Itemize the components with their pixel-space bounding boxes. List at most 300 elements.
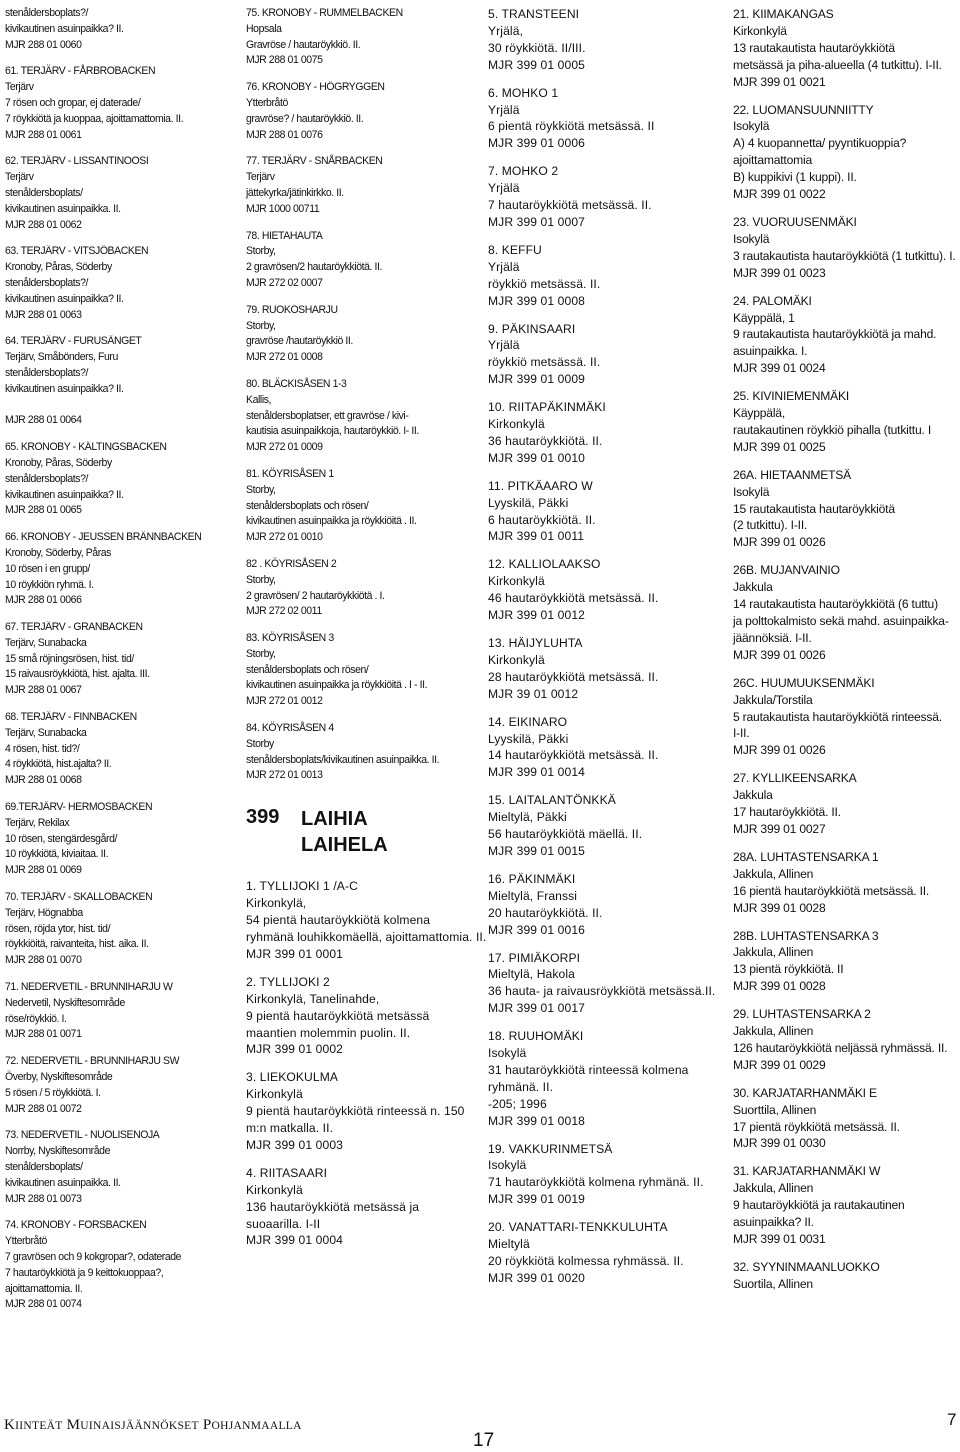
entry [246, 557, 458, 620]
entry-line: MJR 399 01 0023 [733, 265, 826, 280]
entry-line: MJR 399 01 0026 [733, 647, 826, 662]
entry-line: Terjärv [5, 81, 34, 94]
entry-heading: 16. PÄKINMÄKI [488, 871, 576, 886]
entry-line: MJR 399 01 0018 [488, 1113, 585, 1128]
entry-line: kivikautinen asuinpaikka ja röykkiöitä . II. [246, 515, 417, 528]
entry [488, 163, 713, 231]
entry-heading: 15. LAITALANTÖNKKÄ [488, 793, 616, 808]
entry-line: ja polttokalmisto sekä mahd. asuinpaikka- [733, 614, 949, 628]
entry-heading: 61. TERJÄRV - FÅRBROBACKEN [5, 65, 156, 78]
entry-line: MJR 288 01 0076 [246, 128, 323, 141]
page-number-right: 7 [947, 1410, 957, 1429]
entry-line: Kirkonkylä [246, 1182, 303, 1197]
entry-line: MJR 288 01 0069 [5, 864, 82, 877]
entry-line: 4 rösen, hist. tid?/ [5, 742, 80, 755]
entry-line: MJR 288 01 0062 [5, 218, 82, 231]
entry-line: kivikautinen asuinpaikka? II. [5, 488, 124, 501]
entry-line: MJR 288 01 0065 [5, 504, 82, 517]
entry-line: MJR 399 01 0009 [488, 372, 585, 387]
entry-line: MJR 399 01 0003 [246, 1137, 343, 1152]
entry-line: Jakkula, Allinen [733, 1181, 814, 1196]
entry [488, 1219, 713, 1287]
entry-line: stenåldersboplats/ [5, 1161, 83, 1173]
entry-line: MJR 399 01 0011 [488, 529, 585, 544]
entry-heading: 69.TERJÄRV- HERMOSBACKEN [5, 801, 153, 814]
entry [5, 440, 212, 519]
entry-line: 20 hautaröykkiötä. II. [488, 905, 603, 920]
entry [5, 1218, 212, 1313]
column-2-entries-b [246, 878, 487, 1249]
entry-heading: 4. RIITASAARI [246, 1165, 328, 1180]
entry-line: Suortila, Allinen [733, 1276, 813, 1291]
entry-line: 71 hautaröykkiötä kolmena ryhmänä. II. [488, 1175, 704, 1190]
entry-heading: 62. TERJÄRV - LISSANTINOOSI [5, 155, 149, 168]
entry-line: 2 gravrösen/2 hautaröykkiötä. II. [246, 261, 383, 274]
entry-line: 9 hautaröykkiötä ja rautakautinen [733, 1198, 905, 1213]
entry-line: MJR 288 01 0074 [5, 1298, 82, 1311]
entry-line: MJR 288 01 0067 [5, 684, 82, 697]
entry [5, 980, 212, 1043]
column-3 [488, 6, 716, 1298]
entry-line: Gravröse / hautaröykkiö. II. [246, 38, 361, 51]
entry-line: 28 hautaröykkiötä metsässä. II. [488, 669, 659, 684]
entry-line: stenåldersboplats/ [5, 186, 83, 199]
entry [488, 556, 713, 624]
entry-line: 46 hautaröykkiötä metsässä. II. [488, 591, 659, 606]
entry [488, 242, 713, 310]
entry-line: Ytterbråtö [246, 96, 288, 109]
entry-line: MJR 288 01 0071 [5, 1028, 82, 1041]
entry-line: Storby, [246, 573, 276, 586]
entry [488, 478, 713, 546]
entry-heading: 68. TERJÄRV - FINNBACKEN [5, 711, 137, 724]
entry-line: kivikautinen asuinpaikka. II. [5, 1176, 121, 1189]
entry-line: Mieltylä, Hakola [488, 967, 575, 982]
entry-heading: 29. LUHTASTENSARKA 2 [733, 1007, 871, 1022]
entry-line: gravröse? / hautaröykkiö. II. [246, 112, 364, 125]
entry-heading: 64. TERJÄRV - FURUSÄNGET [5, 335, 142, 348]
entry-line: MJR 399 01 0001 [246, 946, 343, 961]
entry-line: kivikautinen asuinpaikka? II. [5, 22, 124, 35]
entry-heading: 82 . KÖYRISÅSEN 2 [246, 557, 337, 570]
entry [733, 467, 955, 552]
entry-heading: 6. MOHKO 1 [488, 85, 559, 100]
entry-heading: 14. EIKINARO [488, 714, 568, 729]
entry-line: Storby, [246, 319, 276, 332]
entry [488, 1141, 713, 1209]
entry [5, 154, 212, 233]
entry-line: I-II. [733, 726, 750, 741]
entry-line: gravröse /hautaröykkiö II. [246, 335, 353, 348]
entry-line: rösen, röjda ytor, hist. tid/ [5, 922, 111, 935]
entry [246, 878, 487, 963]
entry-line: Yrjälä [488, 181, 520, 196]
entry-line: Storby, [246, 647, 276, 660]
entry [488, 6, 713, 74]
column-2 [246, 6, 487, 1260]
entry [246, 721, 458, 784]
entry-line: MJR 399 01 0014 [488, 765, 585, 780]
entry-heading: stenåldersboplats?/ [5, 7, 89, 19]
entry [5, 1054, 212, 1117]
entry-line: Yrjälä [488, 338, 520, 353]
entry-line: MJR 288 01 0075 [246, 54, 323, 67]
entry-line: Isokylä [733, 119, 770, 134]
region-heading [246, 806, 476, 858]
entry-line: Jakkula [733, 788, 773, 803]
entry-line: stenåldersboplats och rösen/ [246, 663, 369, 676]
entry-heading: 10. RIITAPÄKINMÄKI [488, 400, 606, 415]
entry-line: Terjärv, Högnabba [5, 906, 83, 919]
entry-line: 9 rautakautista hautaröykkiötä ja mahd. [733, 327, 937, 342]
entry-heading: 12. KALLIOLAAKSO [488, 557, 601, 572]
entry [5, 334, 212, 429]
entry-line: MJR 399 01 0002 [246, 1042, 343, 1057]
entry-line: Jakkula/Torstila [733, 692, 813, 707]
entry-line: MJR 288 01 0072 [5, 1102, 82, 1115]
entry [488, 399, 713, 467]
entry-line: röse/röykkiö. I. [5, 1012, 67, 1025]
entry-line: 10 rösen i en grupp/ [5, 562, 90, 575]
entry-heading: 9. PÄKINSAARI [488, 321, 576, 336]
entry-line: 14 rautakautista hautaröykkiötä (6 tuttu) [733, 597, 938, 612]
entry [246, 974, 476, 1059]
entry-line: 126 hautaröykkiötä neljässä ryhmässä. II. [733, 1040, 948, 1055]
entry-line: Terjärv, Rekilax [5, 816, 70, 829]
entry-line: Terjärv, Sunabacka [5, 726, 87, 739]
entry-line: asuinpaikka. I. [733, 344, 808, 359]
entry-heading: 22. LUOMANSUUNNIITTY [733, 102, 874, 117]
entry-line: Kirkonkylä [246, 1087, 303, 1102]
entry [5, 1128, 212, 1207]
entry [488, 321, 713, 389]
entry-line: MJR 399 01 0005 [488, 57, 585, 72]
entry-heading: 28A. LUHTASTENSARKA 1 [733, 849, 879, 864]
entry-line [5, 398, 212, 414]
entry-line: Jakkula [733, 580, 773, 595]
entry-line: Isokylä [488, 1158, 527, 1173]
entry-heading: 66. KRONOBY - JEUSSEN BRÄNNBACKEN [5, 531, 202, 544]
entry-heading: 71. NEDERVETIL - BRUNNIHARJU W [5, 981, 173, 994]
entry-line: Jakkula, Allinen [733, 866, 814, 881]
entry-line: MJR 399 01 0027 [733, 821, 826, 836]
entry-line: Överby, Nyskiftesområde [5, 1071, 113, 1084]
entry-line: 136 hautaröykkiötä metsässä ja [246, 1199, 420, 1214]
entry-line: Kronoby, Påras, Söderby [5, 456, 112, 469]
entry [488, 1028, 713, 1129]
entry-line: MJR 399 01 0020 [488, 1270, 585, 1285]
entry-line: röykkiö metsässä. II. [488, 276, 601, 291]
entry [733, 1259, 955, 1293]
entry-line: m:n matkalla. II. [246, 1121, 334, 1136]
entry-line: jäännöksiä. I-II. [733, 630, 812, 645]
entry-line: MJR 399 01 0022 [733, 187, 826, 202]
entry [488, 85, 713, 153]
entry [733, 770, 955, 838]
entry-line: röykkiöitä, raivanteita, hist. aika. II. [5, 938, 149, 951]
entry-line: MJR 272 02 0007 [246, 276, 323, 289]
entry [246, 377, 458, 456]
entry-line: MJR 272 02 0011 [246, 605, 322, 618]
entry-line: 30 röykkiötä. II/III. [488, 40, 586, 55]
entry-line: Jakkula, Allinen [733, 1024, 814, 1039]
entry [733, 1163, 955, 1248]
entry-line: 9 pientä hautaröykkiötä rinteessä n. 150 [246, 1104, 465, 1119]
region-number: 399 [246, 806, 280, 829]
entry [488, 714, 713, 782]
entry-line: 54 pientä hautaröykkiötä kolmena [246, 913, 431, 928]
entry-line: 10 röykkiön ryhmä. I. [5, 578, 94, 591]
entry-line: MJR 399 01 0010 [488, 450, 585, 465]
entry-line: MJR 399 01 0015 [488, 843, 585, 858]
entry-line: MJR 1000 00711 [246, 202, 320, 215]
entry-line: MJR 288 01 0073 [5, 1192, 82, 1205]
entry-line: MJR 399 01 0004 [246, 1233, 343, 1248]
entry-line: 7 hautaröykkiötä ja 9 keittokuoppaa?, [5, 1266, 164, 1279]
entry-heading: 80. BLÄCKISÅSEN 1-3 [246, 377, 347, 390]
entry-heading: 84. KÖYRISÅSEN 4 [246, 722, 334, 735]
entry [733, 214, 955, 282]
entry-line: kivikautinen asuinpaikka? II. [5, 292, 124, 305]
entry-heading: 67. TERJÄRV - GRANBACKEN [5, 621, 143, 634]
entry-heading: 75. KRONOBY - RUMMELBACKEN [246, 7, 403, 19]
entry-line: ajoittamattomia. II. [5, 1282, 83, 1295]
entry-heading: 26A. HIETAANMETSÄ [733, 467, 852, 482]
entry-line: MJR 288 01 0070 [5, 954, 82, 967]
entry [246, 631, 458, 710]
entry-line: Storby, [246, 483, 276, 496]
entry-line: maantien molemmin puolin. II. [246, 1025, 411, 1040]
entry [5, 620, 212, 699]
entry [733, 562, 955, 663]
entry [733, 388, 955, 456]
entry-line: 13 pientä röykkiötä. II [733, 962, 844, 977]
entry-line: Isokylä [733, 231, 770, 246]
entry-line: MJR 399 01 0024 [733, 361, 826, 376]
entry-line: 15 rautakautista hautaröykkiötä [733, 501, 895, 516]
entry-line: röykkiö metsässä. II. [488, 355, 601, 370]
entry-line: Kirkonkylä [488, 417, 545, 432]
entry-line: 10 rösen, stengärdesgård/ [5, 832, 117, 845]
entry-heading: 70. TERJÄRV - SKALLOBACKEN [5, 891, 153, 904]
entry [5, 710, 212, 789]
entry-line: MJR 399 01 0012 [488, 608, 585, 623]
entry-heading: 25. KIVINIEMENMÄKI [733, 389, 850, 404]
entry-line: Yrjälä, [488, 23, 523, 38]
entry-line: 7 rösen och gropar, ej daterade/ [5, 96, 141, 109]
entry-heading: 13. HÄIJYLUHTA [488, 636, 583, 650]
entry-line: 15 raivausröykkiötä, hist. ajalta. III. [5, 668, 150, 681]
entry-heading: 18. RUUHOMÄKI [488, 1029, 584, 1044]
entry-heading: 63. TERJÄRV - VITSJÖBACKEN [5, 245, 149, 258]
entry-line: Käyppälä, 1 [733, 310, 795, 325]
entry-line: MJR 288 01 0068 [5, 774, 82, 787]
entry-line: MJR 288 01 0061 [5, 128, 82, 141]
entry-line: kautisia asuinpaikkoja, hautaröykkiö. I- II. [246, 425, 419, 438]
entry [246, 1165, 476, 1250]
entry [246, 229, 458, 292]
entry-line: rautakautinen röykkiö pihalla (tutkittu. I [733, 422, 931, 437]
entry [5, 244, 212, 323]
entry-line: Kirkonkylä, Tanelinahde, [246, 991, 380, 1006]
entry [5, 6, 212, 53]
entry-line: Terjärv, Sunabacka [5, 636, 87, 649]
entry [5, 64, 212, 143]
entry-line: 20 röykkiötä kolmessa ryhmässä. II. [488, 1254, 684, 1268]
entry-line: kivikautinen asuinpaikka. II. [5, 202, 121, 215]
entry-line: Lyyskilä, Päkki [488, 731, 569, 746]
entry-heading: 21. KIIMAKANGAS [733, 7, 834, 21]
entry-heading: 77. TERJÄRV - SNÅRBACKEN [246, 155, 383, 168]
entry-line: MJR 399 01 0006 [488, 136, 585, 151]
entry-heading: 83. KÖYRISÅSEN 3 [246, 632, 334, 645]
entry-line: Terjärv, Småbönders, Furu [5, 351, 118, 364]
entry-line: 9 pientä hautaröykkiötä metsässä [246, 1008, 430, 1023]
entry-heading: 26C. HUUMUUKSENMÄKI [733, 675, 875, 690]
entry-line: MJR 39 01 0012 [488, 686, 579, 701]
entry-line: 2 gravrösen/ 2 hautaröykkiötä . I. [246, 589, 385, 602]
entry [246, 303, 458, 366]
entry-line: MJR 399 01 0019 [488, 1192, 585, 1207]
entry-line: MJR 272 01 0010 [246, 531, 323, 544]
entry-heading: 81. KÖYRISÅSEN 1 [246, 467, 334, 480]
entry-heading: 17. PIMIÄKORPI [488, 950, 581, 965]
entry-line: asuinpaikka? II. [733, 1215, 814, 1230]
entry-line: MJR 399 01 0007 [488, 214, 585, 229]
entry-line: MJR 288 01 0066 [5, 594, 82, 607]
entry-line: kivikautinen asuinpaikka? II. [5, 382, 124, 395]
region-name-sv: LAIHELA [301, 834, 388, 857]
entry-line: Mieltylä, Franssi [488, 888, 578, 903]
entry-line: stenåldersboplats och rösen/ [246, 499, 369, 512]
entry-heading: 2. TYLLIJOKI 2 [246, 974, 330, 989]
page-number-center: 17 [473, 1430, 495, 1451]
entry-line: 4 röykkiötä, hist.ajalta? II. [5, 758, 112, 771]
entry-line: MJR 399 01 0008 [488, 293, 585, 308]
entry-line: Isokylä [488, 1046, 527, 1061]
entry-line: stenåldersboplats?/ [5, 472, 89, 485]
entry-line: 3 rautakautista hautaröykkiötä (1 tutkittu). I. [733, 248, 956, 263]
entry-line: Suorttila, Allinen [733, 1102, 817, 1117]
column-4 [733, 6, 955, 1304]
entry-line: Terjärv [5, 171, 34, 184]
entry-line: 13 rautakautista hautaröykkiötä [733, 40, 895, 55]
footer-title: KIINTEÄT MUINAISJÄÄNNÖKSET POHJANMAALLA [4, 1417, 302, 1433]
entry [733, 6, 955, 91]
entry-heading: 3. LIEKOKULMA [246, 1070, 339, 1085]
entry-line: Storby, [246, 245, 276, 258]
entry-line: 36 hauta- ja raivausröykkiötä metsässä.II. [488, 984, 716, 999]
entry-line: jättekyrka/jätinkirkko. II. [246, 186, 344, 199]
entry-line: metsässä ja piha-alueella (4 tutkittu). I-II. [733, 57, 942, 72]
entry-heading: 74. KRONOBY - FORSBACKEN [5, 1219, 147, 1232]
entry-line: MJR 399 01 0030 [733, 1136, 826, 1151]
entry-line: Lyyskilä, Päkki [488, 495, 569, 510]
entry-line: Hopsala [246, 22, 282, 35]
entry-line: stenåldersboplats?/ [5, 276, 89, 289]
entry-line: 56 hautaröykkiötä mäellä. II. [488, 827, 643, 842]
entry-line: ajoittamattomia [733, 153, 813, 168]
entry-line: 6 pientä röykkiötä metsässä. II [488, 119, 655, 134]
entry-line: 7 gravrösen och 9 kokgropar?, odaterade [5, 1250, 182, 1263]
entry-heading: 31. KARJATARHANMÄKI W [733, 1164, 881, 1179]
entry [733, 102, 955, 203]
entry-heading: 32. SYYNINMAANLUOKKO [733, 1259, 880, 1274]
entry [246, 154, 458, 217]
entry-line: MJR 399 01 0025 [733, 439, 826, 454]
entry-heading: 19. VAKKURINMETSÄ [488, 1141, 613, 1156]
entry-line: 15 små röjningsrösen, hist. tid/ [5, 652, 134, 665]
entry-heading: 30. KARJATARHANMÄKI E [733, 1085, 877, 1100]
entry-heading: 72. NEDERVETIL - BRUNNIHARJU SW [5, 1055, 180, 1068]
entry-line: MJR 399 01 0016 [488, 922, 585, 937]
entry-line: suoaarilla. I-II [246, 1216, 321, 1231]
entry-heading: 8. KEFFU [488, 242, 542, 257]
entry-heading: 27. KYLLIKEENSARKA [733, 771, 857, 786]
entry-heading: 24. PALOMÄKI [733, 293, 812, 308]
entry-line: MJR 399 01 0026 [733, 535, 826, 550]
entry-line: MJR 399 01 0017 [488, 1001, 585, 1016]
entry-heading: 11. PITKÄAARO W [488, 478, 593, 493]
entry-line: kivikautinen asuinpaikka ja röykkiöitä . I - II. [246, 679, 428, 692]
entry-heading: 1. TYLLIJOKI 1 /A-C [246, 879, 358, 894]
entry-heading: 78. HIETAHAUTA [246, 229, 323, 242]
entry [488, 792, 713, 860]
entry-line: 7 röykkiötä ja kuoppaa, ajoittamattomia. II. [5, 112, 184, 125]
entry-line: 17 pientä röykkiötä metsässä. II. [733, 1119, 900, 1134]
entry-line: 16 pientä hautaröykkiötä metsässä. II. [733, 883, 930, 898]
entry-line: Kirkonkylä [488, 652, 545, 667]
entry-line: ryhmänä. II. [488, 1079, 554, 1094]
entry-line: -205; 1996 [488, 1096, 547, 1111]
entry-heading: 23. VUORUUSENMÄKI [733, 214, 857, 229]
entry-line: MJR 399 01 0028 [733, 979, 826, 994]
entry [246, 80, 458, 143]
entry-line: Käyppälä, [733, 406, 785, 421]
entry-line: Kirkonkylä [488, 574, 545, 589]
entry-line: Yrjälä [488, 102, 520, 117]
entry-line: Jakkula, Allinen [733, 945, 814, 960]
entry-line: 10 röykkiötä, kiviaitaa. II. [5, 848, 109, 861]
entry-line: 5 rösen / 5 röykkiötä. I. [5, 1086, 101, 1099]
entry-line: MJR 399 01 0026 [733, 743, 826, 758]
entry-line: 36 hautaröykkiötä. II. [488, 433, 603, 448]
entry-line: 31 hautaröykkiötä rinteessä kolmena [488, 1062, 689, 1077]
entry-line: B) kuppikivi (1 kuppi). II. [733, 170, 857, 185]
entry-heading: 73. NEDERVETIL - NUOLISENOJA [5, 1129, 160, 1142]
entry-heading: 20. VANATTARI-TENKKULUHTA [488, 1220, 668, 1235]
entry-line: ryhmänä louhikkomäellä, ajoittamattomia. II. [246, 929, 487, 944]
entry-line: 14 hautaröykkiötä metsässä. II. [488, 748, 659, 763]
entry [733, 849, 955, 917]
entry [488, 950, 716, 1018]
entry-line: MJR 272 01 0013 [246, 769, 323, 782]
entry [488, 635, 713, 703]
entry-line: stenåldersboplats?/ [5, 366, 89, 379]
entry [733, 928, 955, 996]
entry-line: 6 hautaröykkiötä. II. [488, 512, 596, 527]
entry-line: Ytterbråtö [5, 1235, 47, 1248]
entry-line: MJR 288 01 0060 [5, 38, 82, 51]
column-2-entries-a [246, 6, 476, 784]
entry-line: Nedervetil, Nyskiftesområde [5, 996, 125, 1009]
entry [5, 800, 212, 879]
entry-line: Kallis, [246, 393, 272, 406]
entry-line: Mieltylä, Päkki [488, 810, 567, 825]
entry-line: MJR 399 01 0021 [733, 74, 826, 89]
entry-heading: 65. KRONOBY - KÄLTINGSBACKEN [5, 441, 167, 454]
entry-line: MJR 399 01 0028 [733, 900, 826, 915]
